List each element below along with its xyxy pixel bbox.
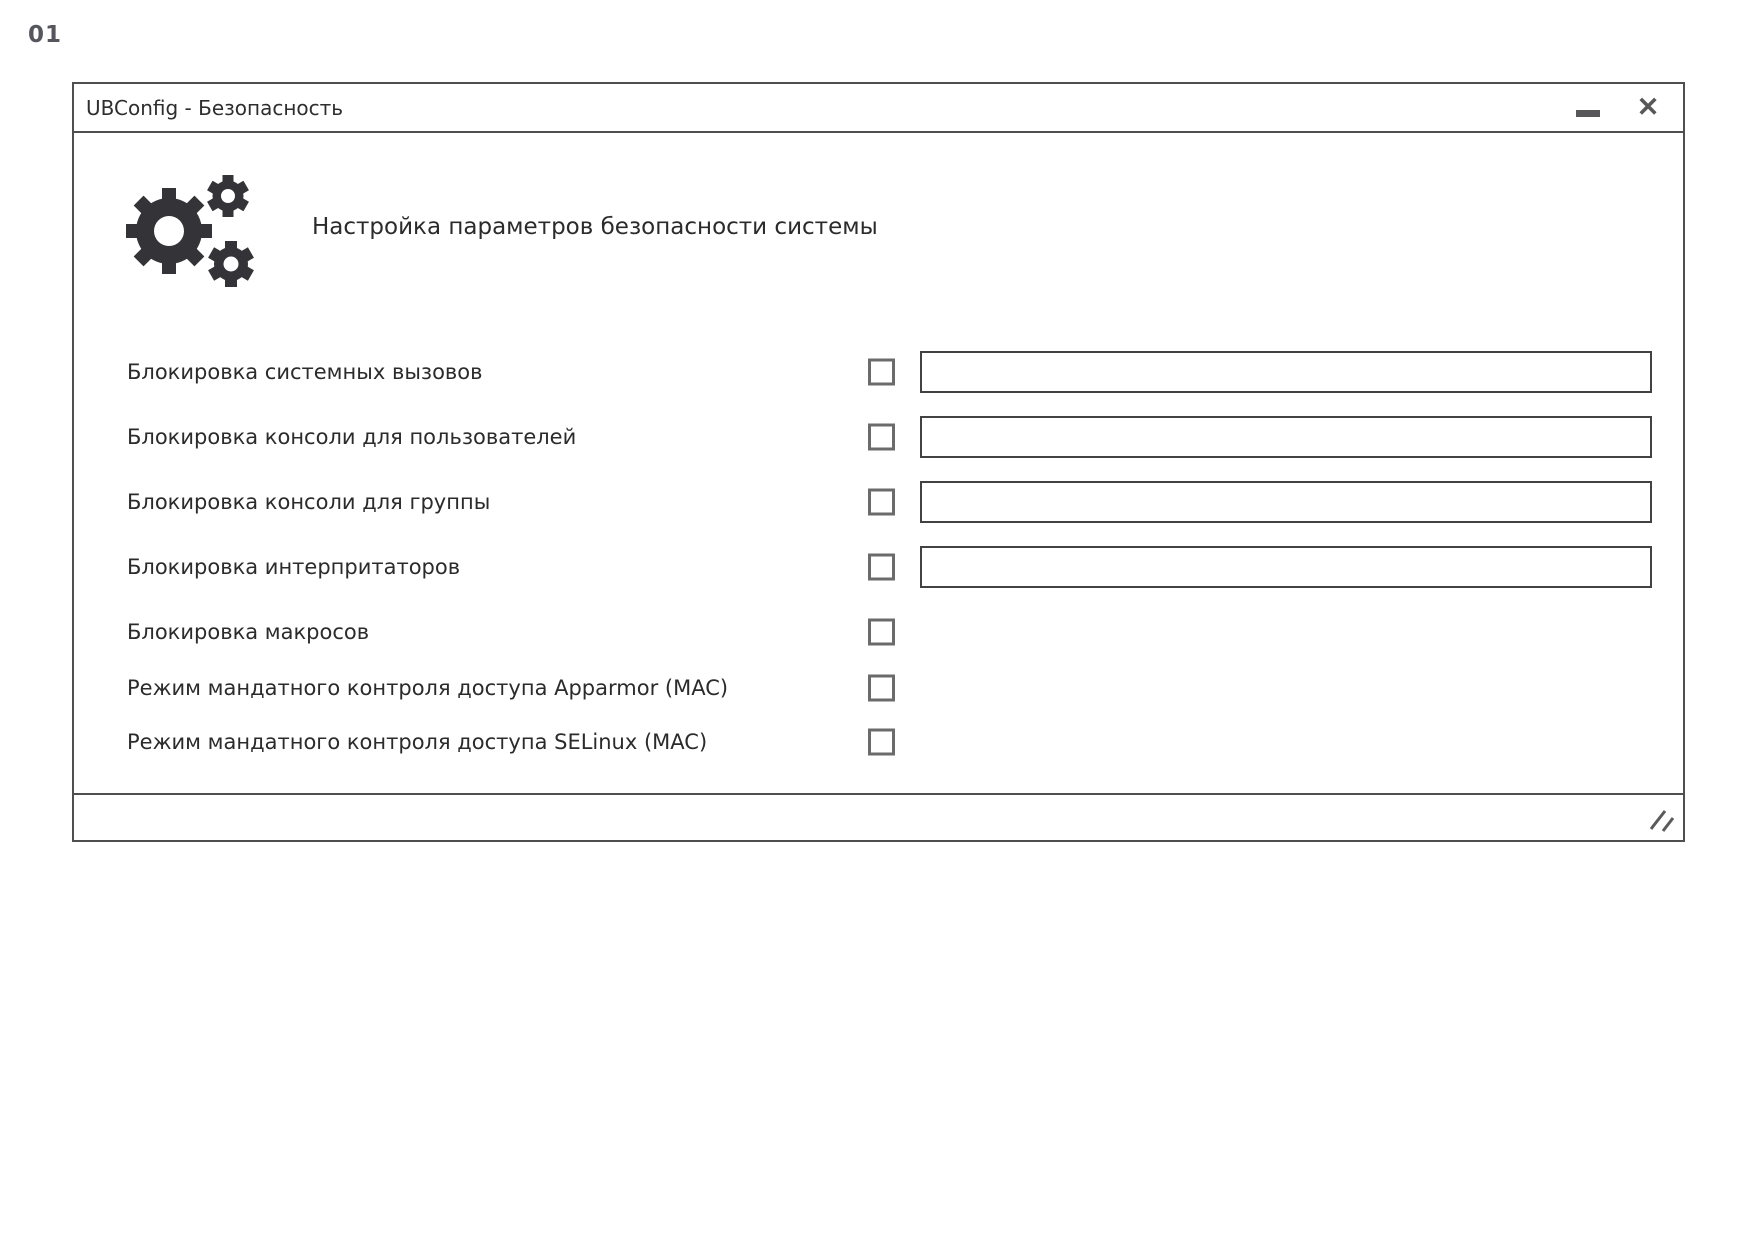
- checkbox-macros-lock[interactable]: [868, 619, 895, 646]
- page-number-label: 01: [28, 22, 63, 48]
- resize-grip-icon[interactable]: [1648, 808, 1676, 834]
- checkbox-interpreters-lock[interactable]: [868, 554, 895, 581]
- input-syscall-lock[interactable]: [920, 351, 1652, 393]
- form-row: [74, 416, 1683, 458]
- row-label-console-group-lock: Блокировка консоли для группы: [127, 490, 491, 514]
- row-label-macros-lock: Блокировка макросов: [127, 620, 370, 644]
- window-title: UBConfig - Безопасность: [86, 95, 344, 120]
- ubconfig-security-window: [72, 82, 1685, 842]
- form-row: [74, 546, 1683, 588]
- row-label-console-users-lock: Блокировка консоли для пользователей: [127, 425, 577, 449]
- gears-icon: [124, 166, 256, 292]
- row-label-syscall-lock: Блокировка системных вызовов: [127, 360, 483, 384]
- minimize-button[interactable]: [1571, 88, 1605, 128]
- checkbox-console-users-lock[interactable]: [868, 424, 895, 451]
- checkbox-syscall-lock[interactable]: [868, 359, 895, 386]
- window-header-caption: Настройка параметров безопасности системы: [312, 214, 878, 240]
- checkbox-apparmor-mac-mode[interactable]: [868, 675, 895, 702]
- form-row: [74, 481, 1683, 523]
- window-statusbar: [74, 793, 1683, 840]
- form-row: [74, 351, 1683, 393]
- row-label-interpreters-lock: Блокировка интерпритаторов: [127, 555, 461, 579]
- form-row: [74, 611, 1683, 653]
- input-console-group-lock[interactable]: [920, 481, 1652, 523]
- window-titlebar[interactable]: [74, 84, 1683, 133]
- input-interpreters-lock[interactable]: [920, 546, 1652, 588]
- checkbox-console-group-lock[interactable]: [868, 489, 895, 516]
- minimize-icon: [1576, 110, 1600, 117]
- close-icon: ✕: [1636, 92, 1660, 122]
- checkbox-selinux-mac-mode[interactable]: [868, 729, 895, 756]
- form-row: [74, 721, 1683, 763]
- close-button[interactable]: [1631, 88, 1665, 128]
- row-label-selinux-mac-mode: Режим мандатного контроля доступа SELinux (MAC): [127, 730, 708, 754]
- form-row: [74, 667, 1683, 709]
- row-label-apparmor-mac-mode: Режим мандатного контроля доступа Apparmor (MAC): [127, 676, 729, 700]
- input-console-users-lock[interactable]: [920, 416, 1652, 458]
